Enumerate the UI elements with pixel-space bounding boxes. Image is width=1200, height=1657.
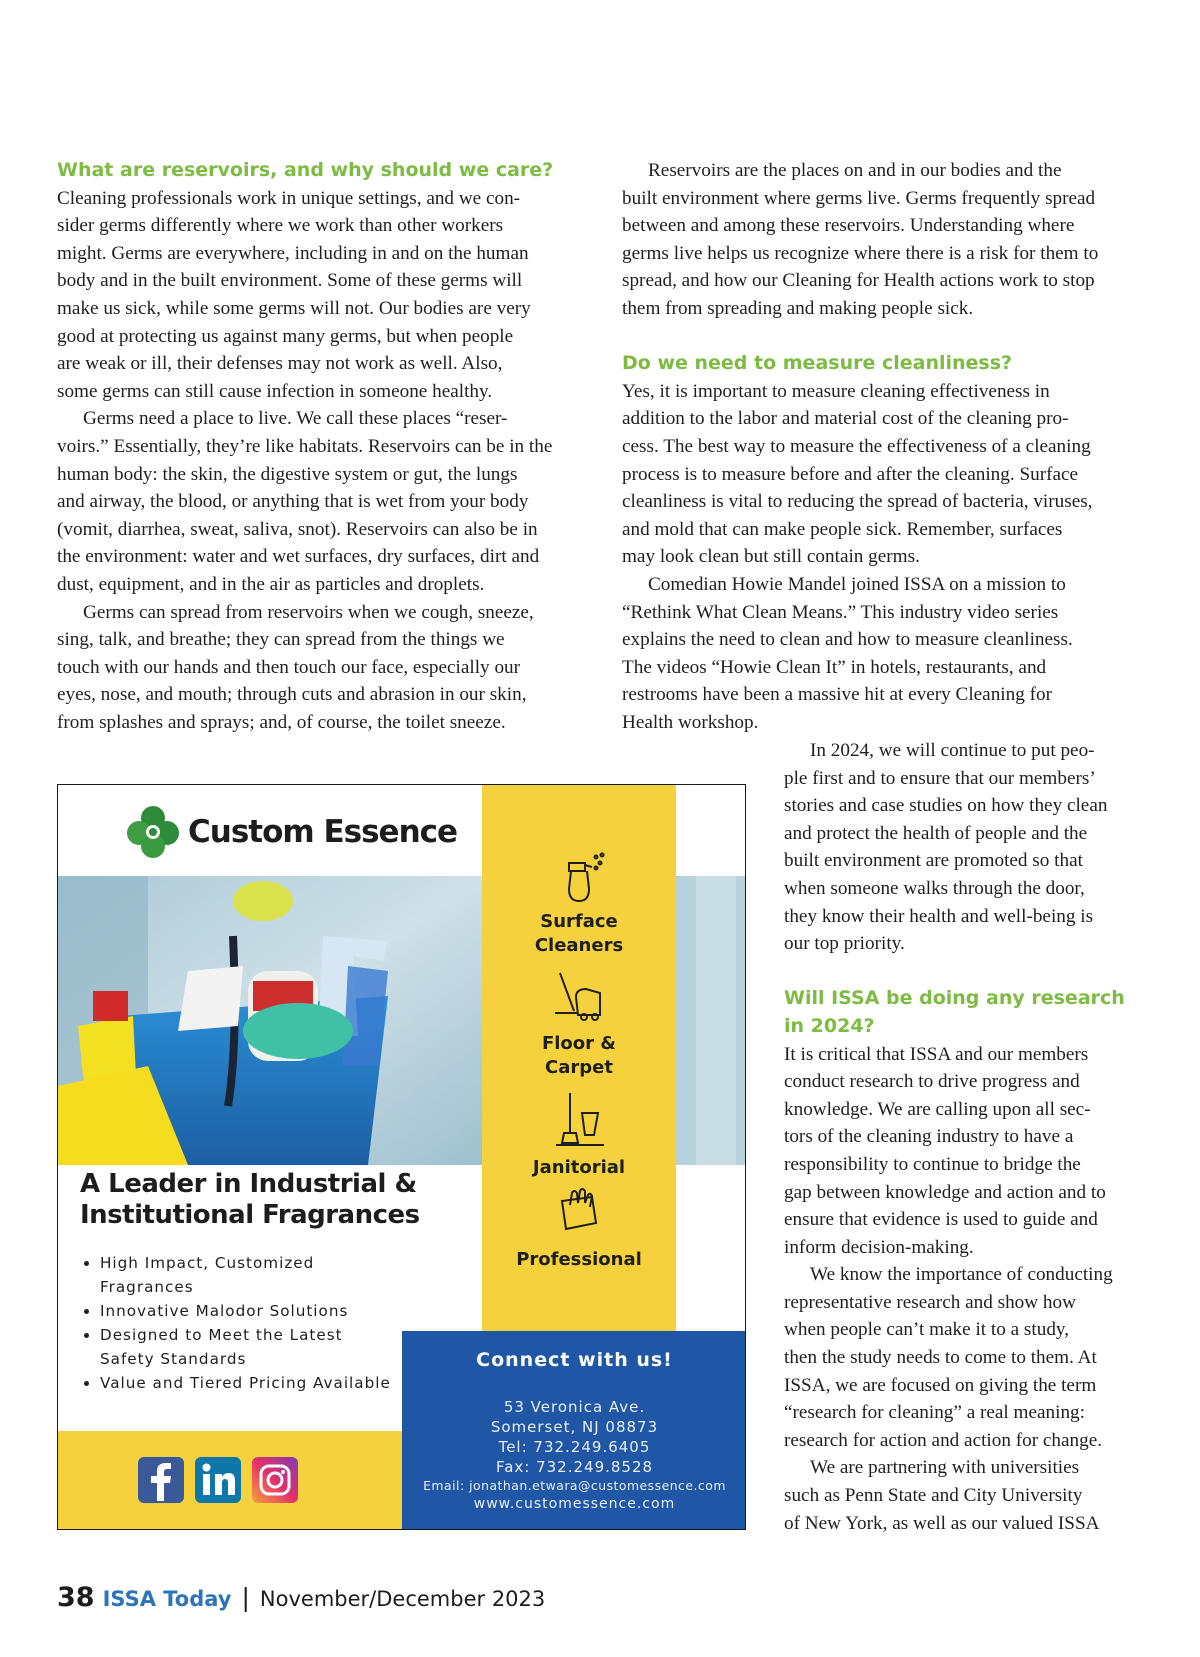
service-professional (482, 1179, 676, 1272)
service-janitorial (482, 1087, 676, 1180)
service-surface-cleaners (482, 841, 676, 958)
text-line: our top priority. (784, 933, 905, 955)
text-line: the environment: water and wet surfaces, dry surfaces, dirt and (57, 546, 540, 568)
text-line: “research for cleaning” a real meaning: (784, 1402, 1085, 1424)
right-column-text-a (622, 157, 1162, 323)
floor-machine-icon (482, 963, 676, 1027)
narrow-column-text-d (784, 1041, 1164, 1538)
service-label: Professional (516, 1249, 642, 1270)
right-column-text-b (622, 378, 1162, 737)
text-line: then the study needs to come to them. At (784, 1347, 1097, 1369)
magazine-name: ISSA Today (102, 1587, 232, 1611)
connect-title: Connect with us! (476, 1349, 673, 1371)
text-line: ISSA, we are focused on giving the term (784, 1374, 1097, 1396)
section-heading: Do we need to measure cleanliness? (622, 352, 1013, 375)
text-line: might. Germs are everywhere, including in and on the human (57, 242, 529, 264)
text-line: them from spreading and making people sick. (622, 297, 974, 319)
feature-list (76, 1251, 406, 1395)
text-line: Yes, it is important to measure cleaning effectiveness in (622, 380, 1050, 402)
text-line: spread, and how our Cleaning for Health actions work to stop (622, 270, 1095, 292)
text-line: cess. The best way to measure the effectiveness of a cleaning (622, 435, 1091, 457)
text-line: We are partnering with universities (810, 1457, 1080, 1479)
section-heading: What are reservoirs, and why should we care? (57, 159, 554, 181)
text-line: voirs.” Essentially, they’re like habitats. Reservoirs can be in the (57, 435, 553, 457)
text-line: cleanliness is vital to reducing the spread of bacteria, viruses, (622, 491, 1093, 513)
wiping-hand-icon (482, 1179, 676, 1243)
text-line: from splashes and sprays; and, of course, the toilet sneeze. (57, 711, 506, 733)
text-line: such as Penn State and City University (784, 1485, 1083, 1507)
text-line: Cleaning professionals work in unique settings, and we con- (57, 187, 521, 209)
list-item: • Designed to Meet the Latest Safety Standards (100, 1323, 406, 1371)
text-line: built environment are promoted so that (784, 850, 1083, 872)
text-line: The videos “Howie Clean It” in hotels, restaurants, and (622, 656, 1047, 678)
brand-name: Custom Essence (188, 814, 458, 850)
text-line: make us sick, while some germs will not. Our bodies are very (57, 297, 531, 319)
text-line: We know the importance of conducting (810, 1264, 1113, 1286)
text-line: restrooms have been a massive hit at every Cleaning for (622, 684, 1052, 706)
narrow-column (784, 737, 1164, 1537)
service-label: Floor & Carpet (541, 1033, 617, 1078)
section-heading-line1: Will ISSA be doing any research (784, 987, 1125, 1010)
text-line: stories and case studies on how they clean (784, 795, 1108, 817)
spray-bottle-icon (482, 841, 676, 905)
instagram-icon[interactable] (252, 1457, 298, 1503)
text-line: good at protecting us against many germs, but when people (57, 325, 514, 347)
advertisement[interactable] (57, 784, 746, 1530)
facebook-icon[interactable] (138, 1457, 184, 1503)
text-line: some germs can still cause infection in someone healthy. (57, 380, 493, 402)
left-column-text (57, 185, 577, 737)
text-line: when someone walks through the door, (784, 877, 1085, 899)
fax: Fax: 732.249.8528 (495, 1458, 654, 1476)
text-line: may look clean but still contain germs. (622, 546, 920, 568)
text-line: research for action and action for change. (784, 1429, 1103, 1451)
text-line: Reservoirs are the places on and in our bodies and the (648, 160, 1062, 181)
ad-headline: A Leader in Industrial & Institutional Fragrances (80, 1169, 420, 1230)
left-column (57, 157, 577, 736)
clover-icon (124, 803, 182, 861)
service-label: Surface Cleaners (534, 911, 624, 956)
text-line: they know their health and well-being is (784, 905, 1094, 927)
linkedin-icon[interactable] (195, 1457, 241, 1503)
text-line: Comedian Howie Mandel joined ISSA on a mission to (648, 573, 1066, 595)
text-line: dust, equipment, and in the air as particles and droplets. (57, 573, 485, 595)
text-line: Health workshop. (622, 711, 759, 733)
text-line: (vomit, diarrhea, sweat, saliva, snot). Reservoirs can also be in (57, 518, 538, 540)
list-item: • Value and Tiered Pricing Available (100, 1371, 406, 1395)
contact-panel (402, 1331, 746, 1530)
text-line: and airway, the blood, or anything that is wet from your body (57, 491, 529, 513)
address-line-1: 53 Veronica Ave. (503, 1398, 646, 1416)
text-line: responsibility to continue to bridge the (784, 1153, 1081, 1175)
service-floor-carpet (482, 963, 676, 1080)
list-item: • Innovative Malodor Solutions (100, 1299, 406, 1323)
text-line: human body: the skin, the digestive system or gut, the lungs (57, 463, 518, 485)
website-link[interactable]: www.customessence.com (473, 1496, 676, 1512)
text-line: built environment where germs live. Germs frequently spread (622, 187, 1096, 209)
text-line: gap between knowledge and action and to (784, 1181, 1106, 1203)
text-line: Germs can spread from reservoirs when we cough, sneeze, (83, 601, 534, 623)
text-line: It is critical that ISSA and our members (784, 1043, 1089, 1065)
mop-bucket-icon (482, 1087, 676, 1151)
brand-logo (124, 803, 464, 863)
text-line: of New York, as well as our valued ISSA (784, 1512, 1100, 1534)
text-line: tors of the cleaning industry to have a (784, 1126, 1074, 1148)
text-line: when people can’t make it to a study, (784, 1319, 1070, 1341)
address-line-2: Somerset, NJ 08873 (490, 1418, 659, 1436)
text-line: “Rethink What Clean Means.” This industry video series (622, 601, 1059, 623)
phone[interactable]: Tel: 732.249.6405 (498, 1438, 651, 1456)
text-line: explains the need to clean and how to measure cleanliness. (622, 629, 1073, 651)
text-line: ensure that evidence is used to guide and (784, 1209, 1098, 1231)
text-line: Germs need a place to live. We call these places “reser- (83, 408, 508, 430)
list-item: • High Impact, Customized Fragrances (100, 1251, 406, 1299)
text-line: representative research and show how (784, 1291, 1076, 1313)
photo-right-edge (676, 876, 746, 1165)
text-line: addition to the labor and material cost of the cleaning pro- (622, 408, 1069, 430)
text-line: sing, talk, and breathe; they can spread from the things we (57, 629, 505, 651)
text-line: between and among these reservoirs. Understanding where (622, 215, 1075, 237)
page-footer (57, 1582, 757, 1622)
text-line: sider germs differently where we work than other workers (57, 215, 504, 237)
page-number: 38 (57, 1582, 95, 1613)
section-heading-line2: in 2024? (784, 1014, 875, 1037)
text-line: conduct research to drive progress and (784, 1071, 1080, 1093)
narrow-column-text-c (784, 737, 1164, 958)
text-line: germs live helps us recognize where there is a risk for them to (622, 242, 1099, 264)
service-label: Janitorial (532, 1157, 626, 1178)
text-line: touch with our hands and then touch our face, especially our (57, 656, 521, 678)
text-line: are weak or ill, their defenses may not work as well. Also, (57, 353, 503, 375)
cleaning-supplies-photo (58, 876, 482, 1165)
social-panel (58, 1431, 402, 1530)
text-line: and protect the health of people and the (784, 822, 1088, 844)
issue-date: November/December 2023 (259, 1587, 546, 1611)
text-line: and mold that can make people sick. Remember, surfaces (622, 518, 1063, 540)
text-line: body and in the built environment. Some of these germs will (57, 270, 523, 292)
text-line: knowledge. We are calling upon all sec- (784, 1098, 1091, 1120)
text-line: inform decision-making. (784, 1236, 974, 1258)
email-link[interactable]: Email: jonathan.etwara@customessence.com (423, 1478, 726, 1493)
footer-separator: | (241, 1583, 250, 1612)
text-line: eyes, nose, and mouth; through cuts and abrasion in our skin, (57, 684, 527, 706)
text-line: process is to measure before and after the cleaning. Surface (622, 463, 1079, 485)
text-line: ple first and to ensure that our members’ (784, 767, 1096, 789)
text-line: In 2024, we will continue to put peo- (810, 740, 1095, 761)
right-column (622, 157, 1162, 736)
